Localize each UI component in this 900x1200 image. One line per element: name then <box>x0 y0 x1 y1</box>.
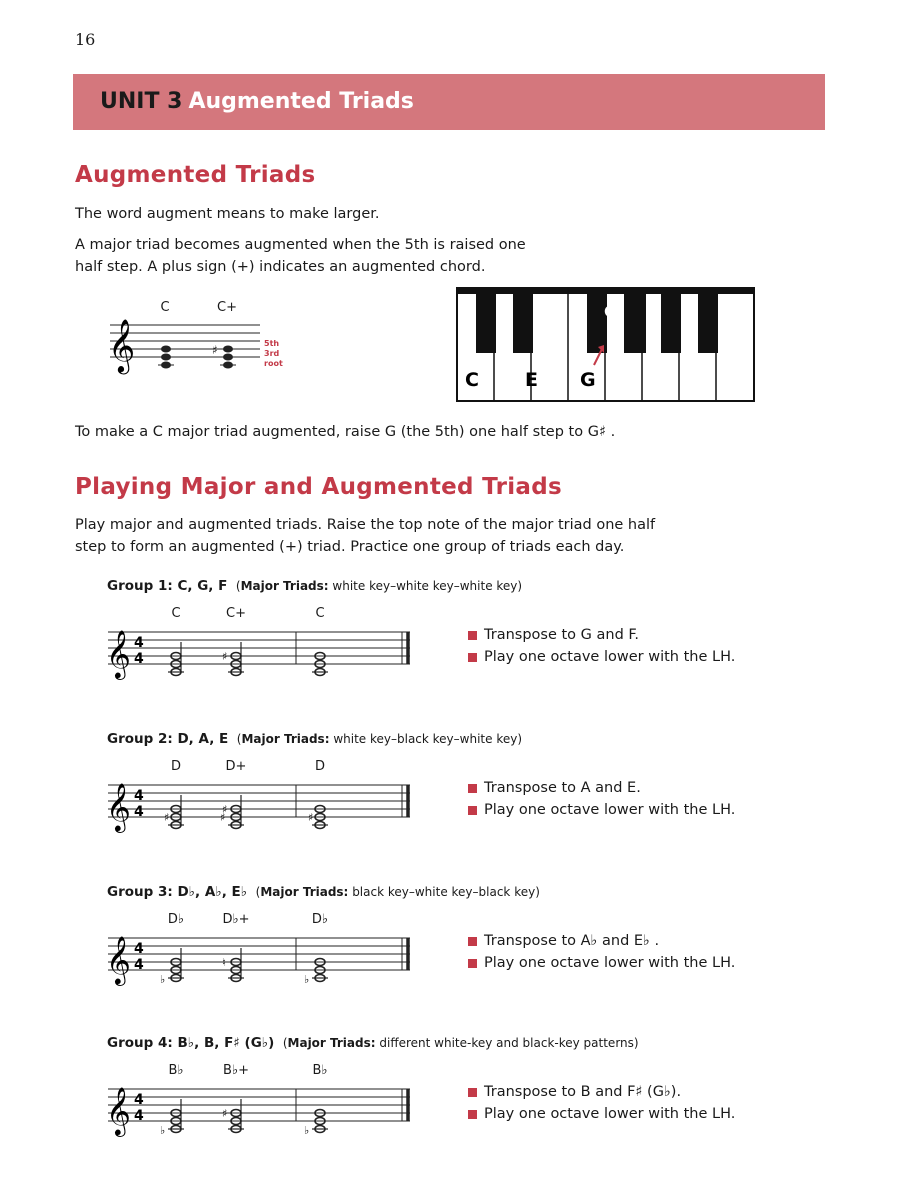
time-signature-bottom: 4 <box>134 651 144 667</box>
list-item: Transpose to B and F♯ (G♭). <box>468 1081 735 1103</box>
bullet-icon <box>468 1088 477 1097</box>
svg-text:♯: ♯ <box>222 803 228 816</box>
svg-text:♯: ♯ <box>222 650 228 663</box>
svg-text:♯: ♯ <box>606 327 614 346</box>
interval-label-5th: 5th <box>264 339 280 348</box>
page-number: 16 <box>75 30 96 49</box>
intro-line-2: A major triad becomes augmented when the 5th is raised one <box>75 237 526 253</box>
list-item: Transpose to A♭ and E♭ . <box>468 930 735 952</box>
treble-clef-icon: 𝄞 <box>106 935 131 984</box>
key-label-c: C <box>465 369 479 391</box>
raise-instruction: To make a C major triad augmented, raise G (the 5th) one half step to G♯ . <box>75 424 616 440</box>
intro-line-3: half step. A plus sign (+) indicates an augmented chord. <box>75 259 486 275</box>
bullet-icon <box>468 653 477 662</box>
group-heading: Group 1: C, G, F <box>107 578 228 594</box>
chord-label: D♭ <box>311 912 329 927</box>
chord-label: D <box>314 759 326 774</box>
list-item: Transpose to G and F. <box>468 624 735 646</box>
chord-label: C <box>315 606 325 621</box>
group-staff <box>104 924 414 990</box>
bullet-icon <box>468 937 477 946</box>
chord-label: B♭ <box>168 1063 184 1078</box>
group-pattern: (Major Triads: white key–black key–white key) <box>232 732 523 746</box>
group-title <box>107 884 540 900</box>
time-signature-top: 4 <box>134 788 144 804</box>
chord-label: D+ <box>225 759 247 774</box>
chord-label: C+ <box>226 606 246 621</box>
group-bullets <box>468 777 735 821</box>
group-title <box>107 578 522 594</box>
chord-label-c: C <box>160 300 170 315</box>
intro-line-1: The word augment means to make larger. <box>75 206 380 222</box>
interval-label-root: root <box>264 359 283 368</box>
chord-label: C <box>171 606 181 621</box>
group-heading: Group 2: D, A, E <box>107 731 229 747</box>
group-pattern: (Major Triads: different white-key and black-key patterns) <box>279 1036 639 1050</box>
group-staff <box>104 618 414 684</box>
chord-label: B♭ <box>312 1063 328 1078</box>
playing-line-1: Play major and augmented triads. Raise the top note of the major triad one half <box>75 517 656 533</box>
group-pattern: (Major Triads: white key–white key–white key) <box>232 579 523 593</box>
bullet-icon <box>468 959 477 968</box>
time-signature-top: 4 <box>134 941 144 957</box>
playing-line-2: step to form an augmented (+) triad. Practice one group of triads each day. <box>75 539 625 555</box>
time-signature-bottom: 4 <box>134 957 144 973</box>
list-item: Play one octave lower with the LH. <box>468 799 735 821</box>
treble-clef-icon: 𝄞 <box>106 1086 131 1135</box>
time-signature-bottom: 4 <box>134 804 144 820</box>
group-staff <box>104 1075 414 1141</box>
example-staff <box>100 295 300 380</box>
treble-clef-icon: 𝄞 <box>108 318 136 372</box>
bullet-icon <box>468 631 477 640</box>
svg-text:♭: ♭ <box>160 973 166 986</box>
group-title <box>107 1035 639 1051</box>
key-label-g-sharp: G <box>604 302 618 321</box>
group-staff <box>104 771 414 837</box>
svg-text:♭: ♭ <box>304 973 310 986</box>
unit-number: UNIT 3 <box>100 89 183 114</box>
svg-text:♭: ♭ <box>160 1124 166 1137</box>
svg-text:♯: ♯ <box>164 811 170 824</box>
chord-label-c-aug: C+ <box>217 300 237 315</box>
chord-label: D♭ <box>167 912 185 927</box>
unit-title <box>100 89 414 114</box>
group-heading: Group 4: B♭, B, F♯ (G♭) <box>107 1035 275 1051</box>
svg-text:♭: ♭ <box>304 1124 310 1137</box>
svg-text:♯: ♯ <box>212 343 218 357</box>
bullet-icon <box>468 784 477 793</box>
treble-clef-icon: 𝄞 <box>106 782 131 831</box>
list-item: Play one octave lower with the LH. <box>468 646 735 668</box>
group-bullets <box>468 1081 735 1125</box>
time-signature-top: 4 <box>134 1092 144 1108</box>
chord-label: B♭+ <box>223 1063 249 1078</box>
bullet-icon <box>468 1110 477 1119</box>
svg-text:♯: ♯ <box>308 811 314 824</box>
group-title <box>107 731 522 747</box>
treble-clef-icon: 𝄞 <box>106 629 131 678</box>
chord-label: D♭+ <box>222 912 250 927</box>
key-label-e: E <box>525 369 538 391</box>
svg-text:♮: ♮ <box>222 956 226 969</box>
list-item: Play one octave lower with the LH. <box>468 1103 735 1125</box>
group-pattern: (Major Triads: black key–white key–black key) <box>251 885 540 899</box>
section-heading-augmented-triads: Augmented Triads <box>75 162 316 188</box>
svg-text:♯: ♯ <box>222 1107 228 1120</box>
keyboard-diagram <box>456 287 756 403</box>
section-heading-playing: Playing Major and Augmented Triads <box>75 474 562 500</box>
interval-label-3rd: 3rd <box>264 349 280 358</box>
group-bullets <box>468 624 735 668</box>
list-item: Play one octave lower with the LH. <box>468 952 735 974</box>
bullet-icon <box>468 806 477 815</box>
unit-subtitle: Augmented Triads <box>188 89 414 114</box>
chord-label: D <box>170 759 182 774</box>
time-signature-bottom: 4 <box>134 1108 144 1124</box>
group-heading: Group 3: D♭, A♭, E♭ <box>107 884 248 900</box>
group-bullets <box>468 930 735 974</box>
svg-text:♯: ♯ <box>220 811 226 824</box>
list-item: Transpose to A and E. <box>468 777 735 799</box>
key-label-g: G <box>580 369 596 391</box>
time-signature-top: 4 <box>134 635 144 651</box>
